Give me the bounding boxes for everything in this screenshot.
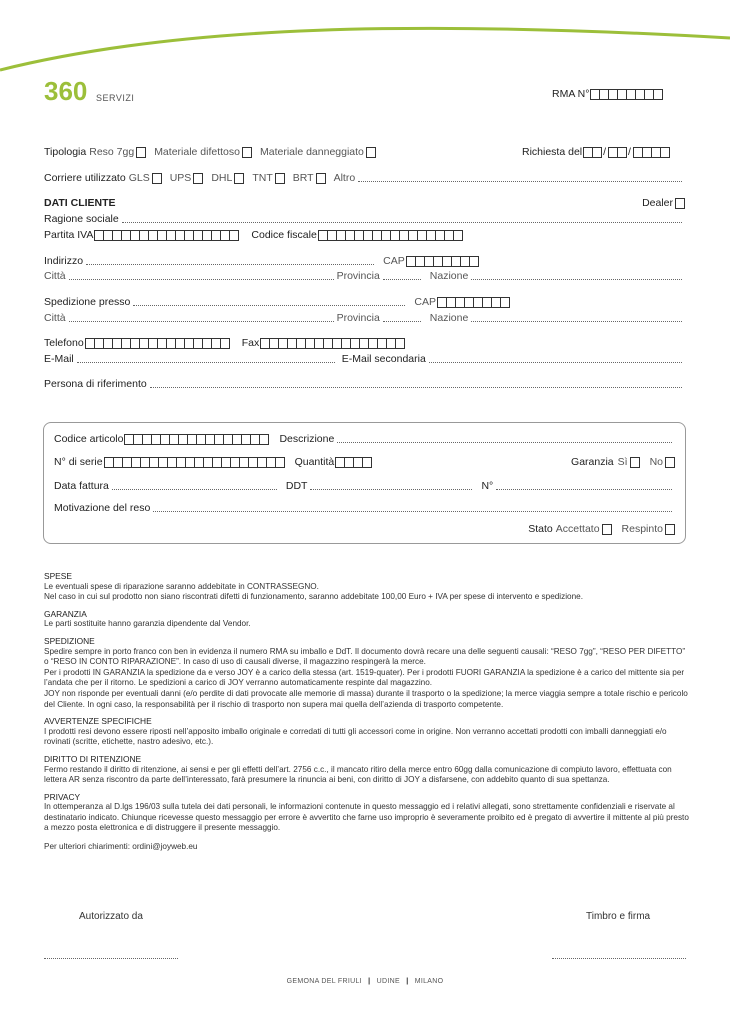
spedizione-text-1: Spedire sempre in porto franco con ben in evidenza il numero RMA su imballo e DdT. Il documento dovrà recare una delle seguenti causali: “RESO 7gg”, “RESO PER DIFETTO” o “RESO IN CONTO RIPARAZIONE”. In caso di uso di causali diverse, il magazzino respingerà la merce. xyxy=(44,646,686,667)
spedizione-text-2: Per i prodotti IN GARANZIA la spedizione da e verso JOY è a carico della stessa (art. 1519-quater). Per i prodotti FUORI GARANZIA la spedizione è a carico del mittente sia per l’andata che per il ritorno. Le spedizioni a carico di JOY verranno automaticamente respinte dal magazzino. xyxy=(44,667,685,688)
email-input[interactable] xyxy=(77,362,335,363)
spedizione-text-3: JOY non risponde per eventuali danni (e/o perdite di dati provocate alle memorie di massa) durante il trasporto o la spedizione; la merce viaggia sempre a totale rischio e pericolo del Cliente. In ogni caso, la responsabilità per il rischio di trasporto non supera mai quella dell’azienda di trasporto competente. xyxy=(44,688,688,709)
cap2-label: CAP xyxy=(414,296,436,308)
citta-row xyxy=(44,270,685,282)
tipologia-danneggiato-label: Materiale danneggiato xyxy=(259,146,364,158)
gls-checkbox[interactable] xyxy=(152,173,162,184)
logo xyxy=(44,78,135,109)
codice-label: Codice articolo xyxy=(54,433,124,445)
notes-section xyxy=(44,571,689,853)
persona-label: Persona di riferimento xyxy=(44,378,147,390)
ups-checkbox[interactable] xyxy=(193,173,203,184)
garanzia-heading: GARANZIA xyxy=(44,608,87,619)
header-swoosh xyxy=(0,0,730,80)
corriere-brt-label: BRT xyxy=(292,172,314,184)
spedizione-presso-label: Spedizione presso xyxy=(44,296,131,308)
garanzia-label: Garanzia xyxy=(571,456,614,468)
email-row xyxy=(44,353,685,365)
nazione-input[interactable] xyxy=(471,279,682,280)
city-milano: MILANO xyxy=(414,978,444,985)
data-fattura-input[interactable] xyxy=(112,489,277,490)
codice-row xyxy=(54,433,675,445)
difettoso-checkbox[interactable] xyxy=(242,147,252,158)
accettato-label: Accettato xyxy=(555,523,600,535)
cap2-boxes[interactable] xyxy=(438,297,510,308)
ritenzione-heading: DIRITTO DI RITENZIONE xyxy=(44,753,142,764)
citta2-row xyxy=(44,312,685,324)
corriere-gls-label: GLS xyxy=(128,172,150,184)
rma-boxes[interactable] xyxy=(591,89,663,100)
cf-label: Codice fiscale xyxy=(251,229,317,241)
persona-row xyxy=(44,378,685,390)
dealer-label: Dealer xyxy=(642,197,673,209)
logo-360-mark xyxy=(44,78,96,104)
quantita-boxes[interactable] xyxy=(336,457,372,468)
autorizzato-signature-line[interactable] xyxy=(44,958,178,959)
citta-label: Città xyxy=(44,270,66,282)
tipologia-reso-label: Reso 7gg xyxy=(89,146,135,158)
indirizzo-input[interactable] xyxy=(86,264,374,265)
indirizzo-row xyxy=(44,255,685,267)
logo-subtitle: SERVIZI xyxy=(96,93,135,103)
danneggiato-checkbox[interactable] xyxy=(366,147,376,158)
reso-7gg-checkbox[interactable] xyxy=(136,147,146,158)
provincia-label: Provincia xyxy=(336,270,380,282)
tnt-checkbox[interactable] xyxy=(275,173,285,184)
corriere-label: Corriere utilizzato xyxy=(44,172,126,184)
n-label: N° xyxy=(481,480,494,492)
indirizzo-label: Indirizzo xyxy=(44,255,84,267)
quantita-label: Quantità xyxy=(294,456,335,468)
corriere-tnt-label: TNT xyxy=(252,172,273,184)
respinto-checkbox[interactable] xyxy=(665,524,675,535)
email2-input[interactable] xyxy=(429,362,682,363)
dati-cliente-header xyxy=(44,197,685,209)
cf-boxes[interactable] xyxy=(319,230,463,241)
email-label: E-Mail xyxy=(44,353,74,365)
provincia2-input[interactable] xyxy=(383,321,421,322)
motivazione-row xyxy=(54,502,675,514)
no-label: No xyxy=(649,456,663,468)
telefono-boxes[interactable] xyxy=(86,338,230,349)
nazione-label: Nazione xyxy=(429,270,469,282)
corriere-altro-label: Altro xyxy=(333,172,356,184)
cap-boxes[interactable] xyxy=(407,256,479,267)
privacy-heading: PRIVACY xyxy=(44,791,81,802)
cap-label: CAP xyxy=(383,255,405,267)
descrizione-input[interactable] xyxy=(337,442,672,443)
ragione-label: Ragione sociale xyxy=(44,213,119,225)
timbro-label: Timbro e firma xyxy=(586,911,651,922)
codice-boxes[interactable] xyxy=(125,434,269,445)
corriere-dhl-label: DHL xyxy=(211,172,233,184)
tipologia-label: Tipologia xyxy=(44,146,87,158)
privacy-text: In ottemperanza al D.lgs 196/03 sulla tutela dei dati personali, le informazioni contenute in questo messaggio ed i relativi allegati, sono strettamente confidenziali e riservate al destinatario indicato. Chiunque ricevesse questo messaggio per errore è avvertito che farne uso improprio è severamente proibito ed è pregato di avvertire il mittente al più presto a mezzo posta elettronica e di distruggere il presente messaggio. xyxy=(44,802,689,833)
provincia-input[interactable] xyxy=(383,279,421,280)
garanzia-si-checkbox[interactable] xyxy=(630,457,640,468)
footer-cities xyxy=(0,978,730,985)
serie-row xyxy=(54,456,675,468)
city-gemona: GEMONA DEL FRIULI xyxy=(286,978,362,985)
stato-row xyxy=(528,523,675,535)
spese-text-2: Nel caso in cui sul prodotto non siano riscontrati difetti di funzionamento, saranno addebitate 100,00 Euro + IVA per spese di intervento e spedizione. xyxy=(44,592,583,602)
ragione-row xyxy=(44,213,685,225)
accettato-checkbox[interactable] xyxy=(602,524,612,535)
motivazione-label: Motivazione del reso xyxy=(54,502,151,514)
data-fattura-label: Data fattura xyxy=(54,480,109,492)
ritenzione-text: Fermo restando il diritto di ritenzione, ai sensi e per gli effetti dell’art. 2756 c.c., il mancato ritiro della merce entro 60gg dalla comunicazione di compiuto lavoro, effettuata con lettera AR senza riscontro da parte dell’interessato, farà presumere la rinuncia ai beni, con diritto di JOY a disfarsene, con addebito quanto di sua spettanza. xyxy=(44,764,672,785)
altro-input[interactable] xyxy=(358,181,682,182)
serie-label: N° di serie xyxy=(54,456,103,468)
contact-text: Per ulteriori chiarimenti: ordini@joyweb.eu xyxy=(44,842,198,852)
motivazione-input[interactable] xyxy=(153,511,672,512)
corriere-row xyxy=(44,172,685,184)
city-separator: | xyxy=(406,978,409,985)
spedizione-input[interactable] xyxy=(133,305,405,306)
email2-label: E-Mail secondaria xyxy=(341,353,426,365)
avvertenze-heading: AVVERTENZE SPECIFICHE xyxy=(44,716,152,727)
provincia2-label: Provincia xyxy=(336,312,380,324)
piva-row xyxy=(44,229,685,241)
piva-label: Partita IVA xyxy=(44,229,94,241)
richiesta-field[interactable]: Richiesta del / / xyxy=(522,146,670,158)
ragione-input[interactable] xyxy=(122,222,682,223)
citta-input[interactable] xyxy=(69,279,334,280)
telefono-label: Telefono xyxy=(44,337,84,349)
persona-input[interactable] xyxy=(150,387,682,388)
spedizione-heading: SPEDIZIONE xyxy=(44,635,95,646)
telefono-row xyxy=(44,337,685,349)
serie-boxes[interactable] xyxy=(105,457,285,468)
dhl-checkbox[interactable] xyxy=(234,173,244,184)
ddt-label: DDT xyxy=(285,480,308,492)
logo-360-text: 360 xyxy=(44,78,88,104)
dati-cliente-title: DATI CLIENTE xyxy=(44,197,116,209)
piva-boxes[interactable] xyxy=(95,230,239,241)
avvertenze-text: I prodotti resi devono essere riposti nell’apposito imballo originale e corredati di tutti gli accessori come in origine. Non verranno accettati prodotti con imballi danneggiati e/o rovinati (scritte, etichette, nastro adesivo, etc.). xyxy=(44,726,667,747)
tipologia-difettoso-label: Materiale difettoso xyxy=(154,146,240,158)
brt-checkbox[interactable] xyxy=(316,173,326,184)
timbro-signature-line[interactable] xyxy=(552,958,686,959)
city-udine: UDINE xyxy=(376,978,400,985)
citta2-input[interactable] xyxy=(69,321,334,322)
garanzia-text: Le parti sostituite hanno garanzia dipendente dal Vendor. xyxy=(44,619,251,629)
dealer-checkbox[interactable] xyxy=(675,198,685,209)
fax-label: Fax xyxy=(241,337,260,349)
stato-label: Stato xyxy=(528,523,553,535)
richiesta-label: Richiesta del xyxy=(522,146,583,158)
nazione2-label: Nazione xyxy=(429,312,469,324)
spese-text-1: Le eventuali spese di riparazione saranno addebitate in CONTRASSEGNO. xyxy=(44,581,319,591)
spese-heading: SPESE xyxy=(44,571,72,581)
rma-label: RMA N° xyxy=(552,88,590,100)
autorizzato-label: Autorizzato da xyxy=(79,911,143,922)
tipologia-row xyxy=(44,146,376,158)
ddt-input[interactable] xyxy=(310,489,472,490)
city-separator: | xyxy=(368,978,371,985)
n-input[interactable] xyxy=(496,489,672,490)
respinto-label: Respinto xyxy=(621,523,663,535)
fattura-row xyxy=(54,480,675,492)
spedizione-row xyxy=(44,296,685,308)
fax-boxes[interactable] xyxy=(261,338,405,349)
garanzia-no-checkbox[interactable] xyxy=(665,457,675,468)
rma-number-field[interactable] xyxy=(552,88,663,100)
corriere-ups-label: UPS xyxy=(169,172,192,184)
descrizione-label: Descrizione xyxy=(279,433,335,445)
si-label: Sì xyxy=(617,456,628,468)
citta2-label: Città xyxy=(44,312,66,324)
nazione2-input[interactable] xyxy=(471,321,682,322)
